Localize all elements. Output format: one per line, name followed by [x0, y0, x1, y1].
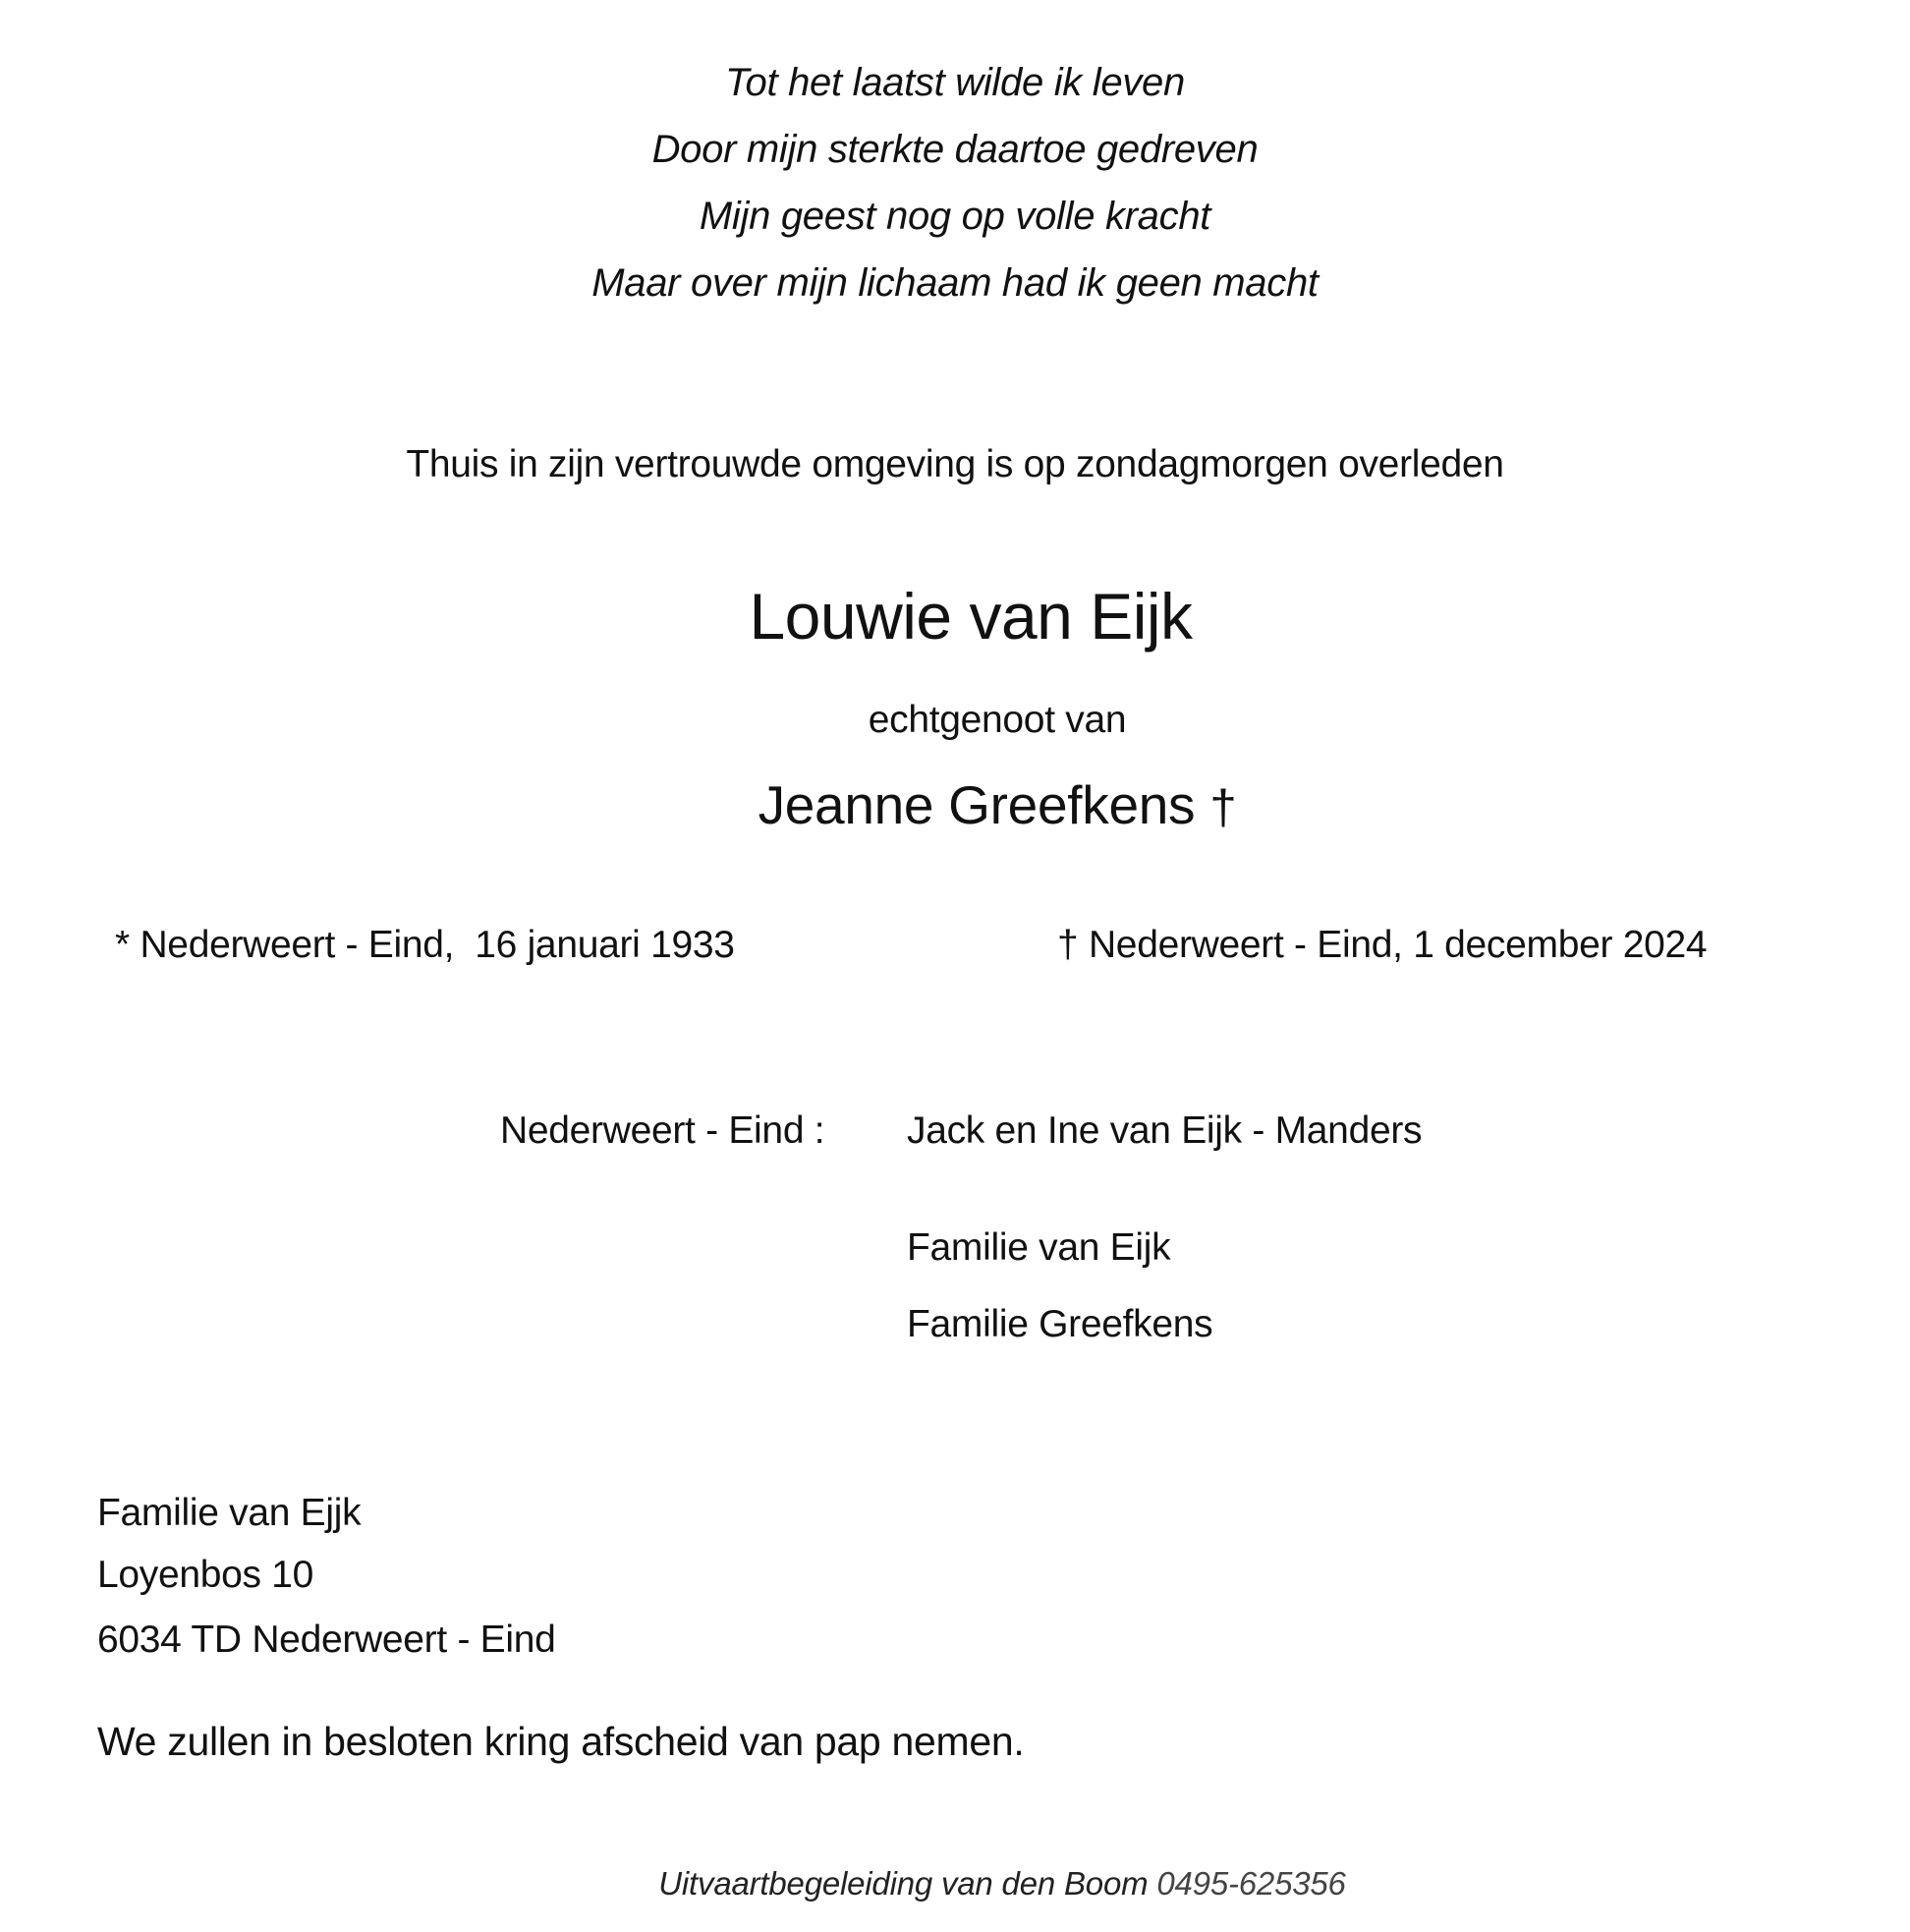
address-line: Familie van Ejjk: [97, 1492, 362, 1534]
poem-line: Mijn geest nog op volle kracht: [699, 195, 1211, 238]
spouse-name: Jeanne Greefkens: [758, 774, 1196, 835]
deceased-name: Louwie van Eijk: [749, 580, 1193, 653]
dagger-icon: †: [1057, 924, 1079, 966]
spouse-line: [0, 774, 1910, 835]
relation-text: echtgenoot van: [868, 699, 1127, 741]
poem-line: Door mijn sterkte daartoe gedreven: [651, 128, 1259, 171]
family-place-label: Nederweert - Eind :: [500, 1109, 825, 1152]
intro-text: Thuis in zijn vertrouwde omgeving is op zondagmorgen overleden: [406, 443, 1504, 485]
birth-date: Nederweert - Eind, 16 januari 1933: [140, 924, 735, 966]
birth-line: [115, 926, 735, 964]
address-line: 6034 TD Nederweert - Eind: [97, 1619, 556, 1661]
death-date: Nederweert - Eind, 1 december 2024: [1088, 924, 1708, 966]
dagger-icon: †: [1209, 780, 1237, 834]
family-member: Jack en Ine van Eijk - Manders: [907, 1109, 1423, 1152]
family-member: Familie van Eijk: [907, 1226, 1171, 1269]
family-member: Familie Greefkens: [907, 1303, 1213, 1345]
farewell-notice: We zullen in besloten kring afscheid van pap nemen.: [97, 1719, 1025, 1764]
funeral-phone: 0495-625356: [1156, 1865, 1346, 1902]
asterisk-icon: *: [115, 924, 130, 966]
address-line: Loyenbos 10: [97, 1554, 314, 1596]
funeral-company: Uitvaartbegeleiding van den Boom: [658, 1865, 1149, 1902]
poem-line: Maar over mijn lichaam had ik geen macht: [591, 261, 1319, 305]
funeral-director-footer: [0, 1867, 1910, 1900]
poem-line: Tot het laatst wilde ik leven: [725, 61, 1185, 104]
death-line: [1057, 926, 1707, 964]
